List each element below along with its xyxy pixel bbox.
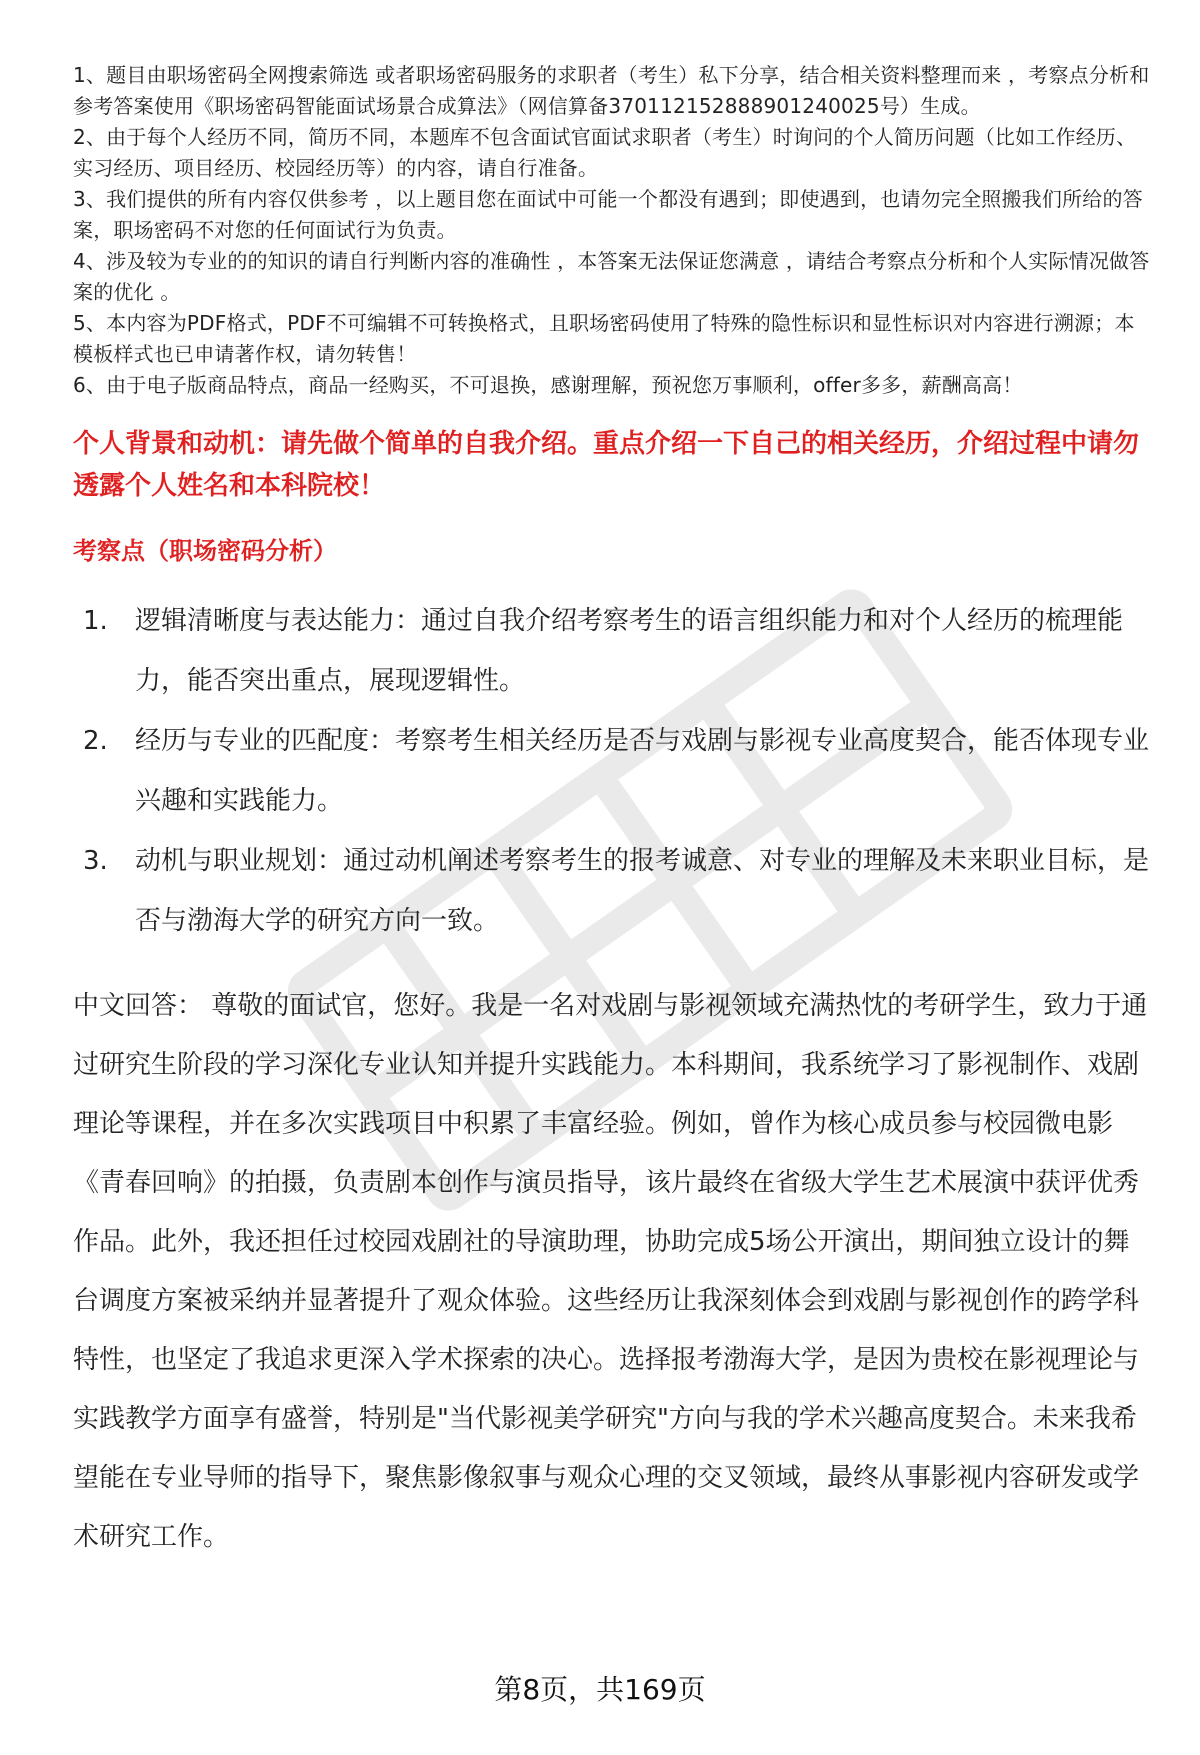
point-number: 3. (83, 846, 108, 876)
answer-text: 中文回答： 尊敬的面试官，您好。我是一名对戏剧与影视领域充满热忱的考研学生，致力于通过研究生阶段的学习深化专业认知并提升实践能力。本科期间，我系统学习了影视制作、戏剧理论等课程，并在多次实践项目中积累了丰富经验。例如，曾作为核心成员参与校园微电影《青春回响》的拍摄，负责剧本创作与演员指导，该片最终在省级大学生艺术展演中获评优秀作品。此外，我还担任过校园戏剧社的导演助理，协助完成5场公开演出，期间独立设计的舞台调度方案被采纳并显著提升了观众体验。这些经历让我深刻体会到戏剧与影视创作的跨学科特性，也坚定了我追求更深入学术探索的决心。选择报考渤海大学，是因为贵校在影视理论与实践教学方面享有盛誉，特别是"当代影视美学研究"方向与我的学术兴趣高度契合。未来我希望能在专业导师的指导下，聚焦影像叙事与观众心理的交叉领域，最终从事影视内容研发或学术研究工作。 (73, 991, 1148, 1552)
notice-list (73, 60, 1153, 401)
notice-item: 4、涉及较为专业的的知识的请自行判断内容的准确性 ，本答案无法保证您满意 ，请结合考察点分析和个人实际情况做答案的优化 。 (73, 249, 1150, 304)
point-text: 逻辑清晰度与表达能力：通过自我介绍考察考生的语言组织能力和对个人经历的梳理能力，能否突出重点，展现逻辑性。 (135, 606, 1124, 696)
page-content (73, 60, 1153, 1567)
analysis-point (73, 711, 1153, 831)
analysis-points (73, 591, 1153, 951)
notice-item: 3、我们提供的所有内容仅供参考 ，以上题目您在面试中可能一个都没有遇到；即使遇到，也请勿完全照搬我们所给的答案，职场密码不对您的任何面试行为负责。 (73, 187, 1143, 242)
page-footer: 第8页，共169页 (494, 1673, 706, 1706)
point-number: 1. (83, 606, 108, 636)
notice-item: 2、由于每个人经历不同，简历不同，本题库不包含面试官面试求职者（考生）时询问的个人简历问题（比如工作经历、实习经历、项目经历、校园经历等）的内容，请自行准备。 (73, 125, 1137, 180)
notice-item: 5、本内容为PDF格式，PDF不可编辑不可转换格式，且职场密码使用了特殊的隐性标识和显性标识对内容进行溯源；本模板样式也已申请著作权，请勿转售！ (73, 311, 1135, 366)
notice-item: 6、由于电子版商品特点，商品一经购买，不可退换，感谢理解，预祝您万事顺利，offer多多，薪酬高高！ (73, 373, 1023, 397)
analysis-title: 考察点（职场密码分析） (73, 537, 337, 565)
notice-item: 1、题目由职场密码全网搜索筛选 或者职场密码服务的求职者（考生）私下分享，结合相关资料整理而来 ，考察点分析和参考答案使用《职场密码智能面试场景合成算法》（网信算备370112152888901240025号）生成。 (73, 63, 1150, 118)
point-text: 动机与职业规划：通过动机阐述考察考生的报考诚意、对专业的理解及未来职业目标，是否与渤海大学的研究方向一致。 (135, 846, 1150, 936)
question-heading: 个人背景和动机：请先做个简单的自我介绍。重点介绍一下自己的相关经历，介绍过程中请勿透露个人姓名和本科院校！ (73, 429, 1140, 501)
point-text: 经历与专业的匹配度：考察考生相关经历是否与戏剧与影视专业高度契合，能否体现专业兴趣和实践能力。 (135, 726, 1150, 816)
point-number: 2. (83, 726, 108, 756)
analysis-point (73, 591, 1153, 711)
analysis-point (73, 831, 1153, 951)
